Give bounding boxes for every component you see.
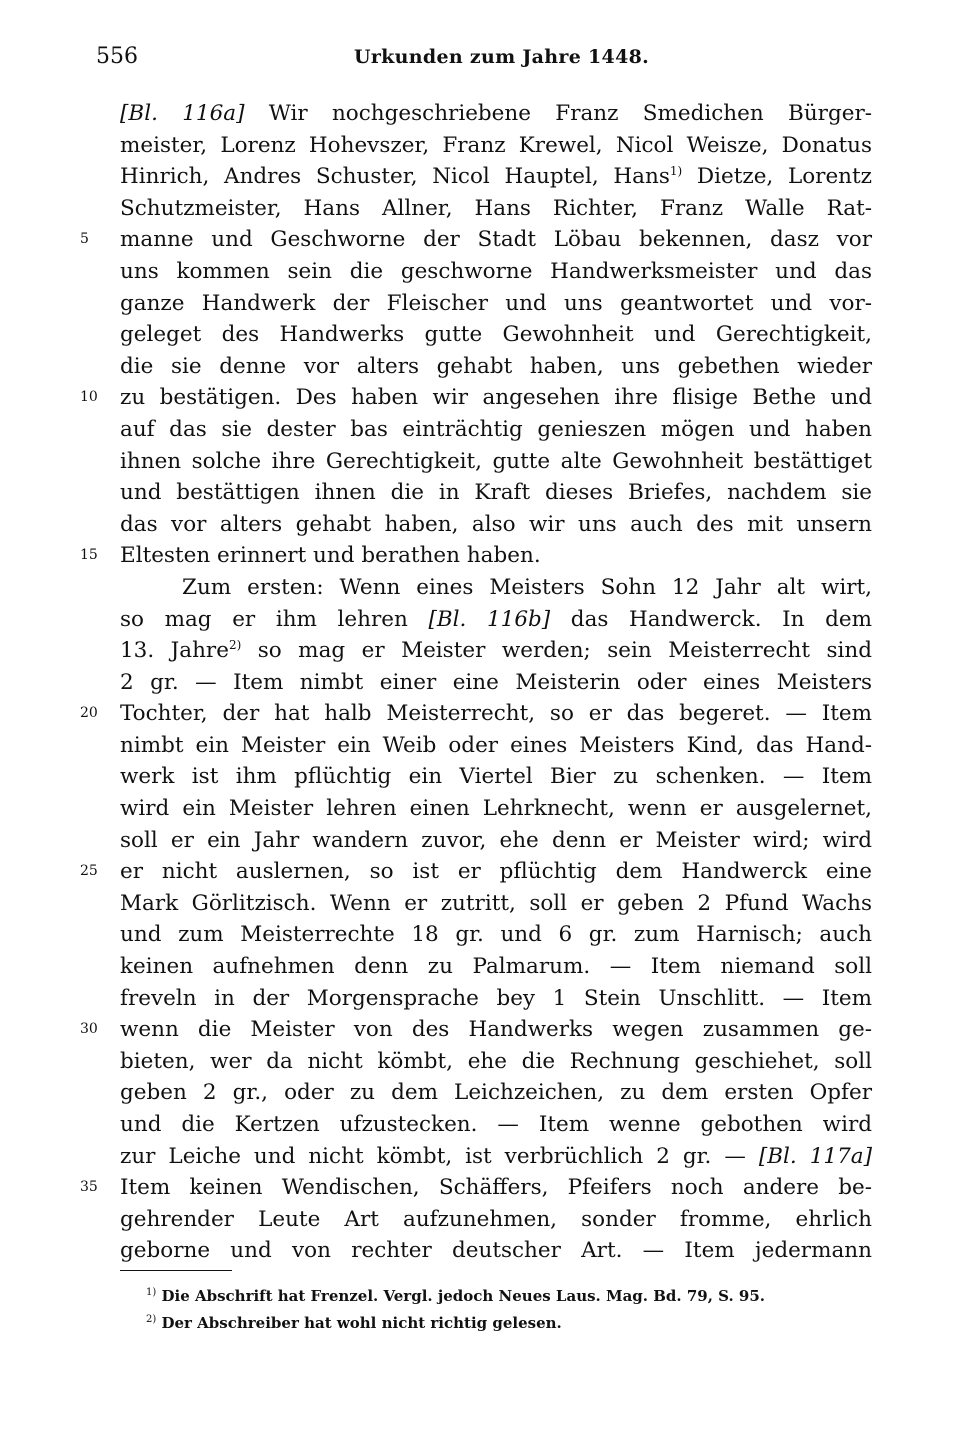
line-text: Wir nochgeschriebene Franz Smedichen Bürger-: [244, 101, 872, 126]
footnote-marker: 1): [669, 164, 683, 179]
line-number: 30: [80, 1021, 98, 1038]
line-text: Tochter, der hat halb Meisterrecht, so er das begeret. — Item: [120, 701, 872, 727]
line-number: 5: [80, 231, 89, 248]
line-number: 10: [80, 389, 98, 406]
line-text: auf das sie dester bas einträchtig genieszen mögen und haben: [120, 416, 872, 442]
line-number: 20: [80, 705, 98, 722]
text-line: [120, 951, 872, 983]
line-text: manne und Geschworne der Stadt Löbau bekennen, dasz vor: [120, 227, 872, 253]
line-text: Zum ersten: Wenn eines Meisters Sohn 12 Jahr alt wirt,: [182, 574, 872, 600]
text-line: [120, 667, 872, 699]
line-text: Mark Görlitzisch. Wenn er zutritt, soll er geben 2 Pfund Wachs: [120, 890, 872, 916]
footnote-mark: 1): [146, 1287, 157, 1298]
line-text: freveln in der Morgensprache bey 1 Stein Unschlitt. — Item: [120, 985, 872, 1011]
text-line: [120, 761, 872, 793]
page-header: [96, 44, 876, 80]
footnote-text: Der Abschreiber hat wohl nicht richtig gelesen.: [156, 1314, 562, 1332]
line-text: Dietze, Lorentz: [682, 164, 872, 190]
folio-reference: [Bl. 117a]: [758, 1143, 872, 1169]
line-text: 13. Jahre: [120, 638, 229, 664]
footnote-marker: 2): [228, 637, 242, 652]
footnote-divider: [120, 1270, 232, 1271]
text-line: [80, 540, 872, 572]
text-line: [120, 446, 872, 478]
line-text: meister, Lorenz Hohevszer, Franz Krewel, Nicol Weisze, Donatus: [120, 132, 872, 158]
line-text: gehrender Leute Art aufzunehmen, sonder fromme, ehrlich: [120, 1206, 872, 1232]
text-line: [120, 414, 872, 446]
line-text: keinen aufnehmen denn zu Palmarum. — Item niemand soll: [120, 954, 872, 980]
line-number: 35: [80, 1179, 98, 1196]
line-text: die sie denne vor alters gehabt haben, uns gebethen wieder: [120, 353, 872, 379]
document-body: [80, 98, 873, 1267]
text-line: [120, 98, 872, 130]
text-line: [80, 856, 872, 888]
folio-reference: [Bl. 116a]: [120, 101, 245, 126]
text-line: [120, 1046, 872, 1078]
line-text: geborne und von rechter deutscher Art. — Item jedermann: [120, 1238, 872, 1264]
line-text: das vor alters gehabt haben, also wir uns auch des mit unsern: [120, 511, 872, 537]
line-text: so mag er ihm lehren: [120, 606, 429, 632]
footnotes: [146, 1281, 866, 1335]
line-text: werk ist ihm pflüchtig ein Viertel Bier zu schenken. — Item: [120, 764, 872, 790]
text-line: [120, 572, 872, 604]
text-line: [80, 224, 872, 256]
text-line: [120, 983, 872, 1015]
line-text: geben 2 gr., oder zu dem Leichzeichen, zu dem ersten Opfer: [120, 1080, 872, 1106]
text-line: [120, 635, 872, 667]
line-text: das Handwerck. In dem: [550, 606, 872, 632]
text-line: [120, 1077, 872, 1109]
text-line: [120, 730, 872, 762]
footnote-mark: 2): [146, 1314, 157, 1325]
footnote: [146, 1308, 866, 1335]
text-line: [120, 919, 872, 951]
text-line: [120, 509, 872, 541]
line-text: so mag er Meister werden; sein Meisterrecht sind: [241, 638, 873, 664]
text-line: [80, 1014, 872, 1046]
line-text: Hinrich, Andres Schuster, Nicol Hauptel, Hans: [120, 164, 670, 190]
line-text: und die Kertzen ufzustecken. — Item wenne gebothen wird: [120, 1112, 872, 1137]
line-text: ganze Handwerk der Fleischer und uns geantwortet und vor-: [120, 290, 872, 316]
text-line: [120, 1204, 872, 1236]
line-text: zu bestätigen. Des haben wir angesehen ihre flisige Bethe und: [120, 385, 872, 411]
line-number: 25: [80, 863, 98, 880]
line-text: Eltesten erinnert und berathen haben.: [120, 543, 541, 569]
text-line: [120, 825, 872, 857]
line-text: wird ein Meister lehren einen Lehrknecht, wenn er ausgelernet,: [120, 796, 872, 822]
text-line: [120, 604, 872, 636]
text-line: [120, 1109, 872, 1141]
text-line: [120, 130, 872, 162]
text-line: [120, 888, 872, 920]
text-line: [80, 382, 872, 414]
line-text: uns kommen sein die geschworne Handwerksmeister und das: [120, 258, 872, 284]
text-line: [120, 193, 872, 225]
text-line: [120, 793, 872, 825]
text-line: [80, 698, 872, 730]
text-line: [120, 1235, 872, 1267]
line-text: und bestättigen ihnen die in Kraft dieses Briefes, nachdem sie: [120, 480, 872, 506]
line-text: Schutzmeister, Hans Allner, Hans Richter, Franz Walle Rat-: [120, 195, 872, 221]
line-text: nimbt ein Meister ein Weib oder eines Meisters Kind, das Hand-: [120, 732, 872, 758]
line-text: 2 gr. — Item nimbt einer eine Meisterin oder eines Meisters: [120, 669, 872, 695]
line-text: er nicht auslernen, so ist er pflüchtig dem Handwerck eine: [120, 859, 872, 885]
folio-reference: [Bl. 116b]: [428, 606, 551, 632]
text-line: [120, 477, 872, 509]
line-text: bieten, wer da nicht kömbt, ehe die Rechnung geschiehet, soll: [120, 1048, 872, 1074]
text-line: [120, 288, 872, 320]
line-text: ihnen solche ihre Gerechtigkeit, gutte alte Gewohnheit bestättiget: [120, 448, 872, 474]
line-text: wenn die Meister von des Handwerks wegen zusammen ge-: [120, 1017, 872, 1043]
text-line: [120, 1141, 872, 1173]
text-line: [80, 1172, 872, 1204]
line-text: zur Leiche und nicht kömbt, ist verbrüchlich 2 gr. —: [120, 1143, 759, 1169]
line-text: und zum Meisterrechte 18 gr. und 6 gr. zum Harnisch; auch: [120, 922, 872, 948]
line-text: Item keinen Wendischen, Schäffers, Pfeifers noch andere be-: [120, 1175, 872, 1201]
line-text: soll er ein Jahr wandern zuvor, ehe denn er Meister wird; wird: [120, 827, 872, 853]
text-line: [120, 351, 872, 383]
footnote-text: Die Abschrift hat Frenzel. Vergl. jedoch Neues Laus. Mag. Bd. 79, S. 95.: [156, 1287, 766, 1305]
text-line: [120, 161, 872, 193]
footnote: [146, 1281, 866, 1308]
line-text: geleget des Handwerks gutte Gewohnheit und Gerechtigkeit,: [120, 322, 872, 348]
line-number: 15: [80, 547, 98, 564]
running-title: Urkunden zum Jahre 1448.: [354, 46, 650, 68]
text-line: [120, 256, 872, 288]
page-number: 556: [96, 44, 138, 69]
text-line: [120, 319, 872, 351]
